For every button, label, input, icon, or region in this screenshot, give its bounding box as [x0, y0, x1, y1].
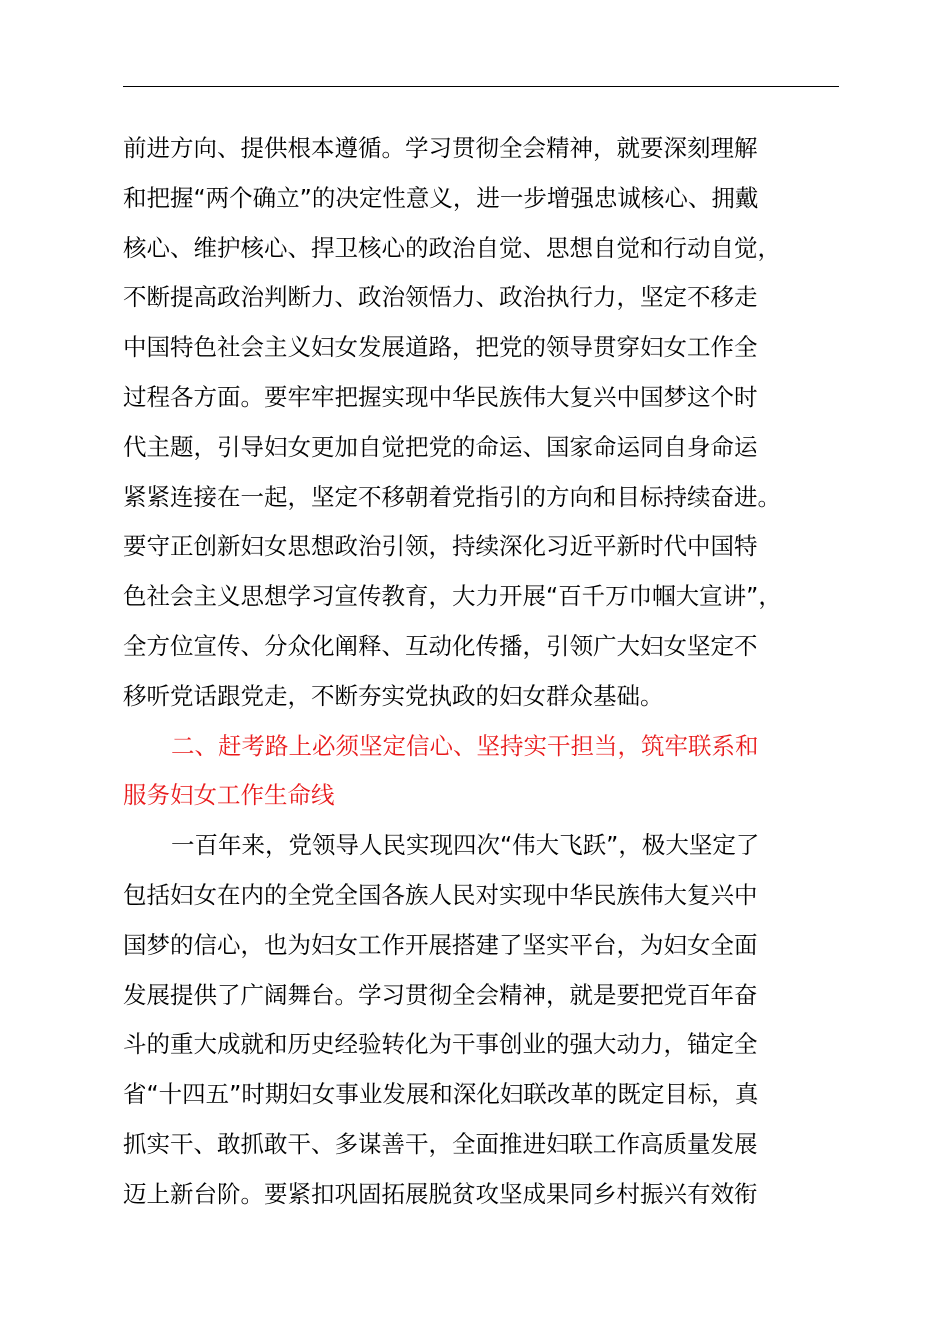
text-line: 不断提高政治判断力、政治领悟力、政治执行力，坚定不移走	[123, 283, 758, 312]
paragraph-continuation	[123, 124, 839, 722]
text-line: 过程各方面。要牢牢把握实现中华民族伟大复兴中国梦这个时	[123, 382, 758, 411]
section-paragraph	[123, 821, 839, 1219]
heading-line: 二、赶考路上必须坚定信心、坚持实干担当，筑牢联系和	[171, 731, 759, 760]
text-line: 和把握“两个确立”的决定性意义，进一步增强忠诚核心、拥戴	[123, 183, 759, 212]
heading-line: 服务妇女工作生命线	[123, 781, 335, 810]
text-line: 紧紧连接在一起，坚定不移朝着党指引的方向和目标持续奋进。	[123, 482, 781, 511]
text-line: 一百年来，党领导人民实现四次“伟大飞跃”，极大坚定了	[171, 831, 760, 860]
text-line: 要守正创新妇女思想政治引领，持续深化习近平新时代中国特	[123, 532, 758, 561]
text-line: 中国特色社会主义妇女发展道路，把党的领导贯穿妇女工作全	[123, 333, 758, 362]
section-heading	[123, 722, 839, 822]
text-line: 色社会主义思想学习宣传教育，大力开展“百千万巾帼大宣讲”，	[123, 582, 782, 611]
text-line: 国梦的信心，也为妇女工作开展搭建了坚实平台，为妇女全面	[123, 930, 758, 959]
header-rule	[123, 86, 839, 87]
text-line: 斗的重大成就和历史经验转化为干事创业的强大动力，锚定全	[123, 1030, 758, 1059]
document-body	[123, 124, 839, 1220]
text-line: 移听党话跟党走，不断夯实党执政的妇女群众基础。	[123, 681, 664, 710]
text-line: 抓实干、敢抓敢干、多谋善干，全面推进妇联工作高质量发展	[123, 1129, 758, 1158]
text-line: 迈上新台阶。要紧扣巩固拓展脱贫攻坚成果同乡村振兴有效衔	[123, 1179, 758, 1208]
text-line: 前进方向、提供根本遵循。学习贯彻全会精神，就要深刻理解	[123, 134, 758, 162]
text-line: 代主题，引导妇女更加自觉把党的命运、国家命运同自身命运	[123, 432, 758, 461]
text-line: 省“十四五”时期妇女事业发展和深化妇联改革的既定目标，真	[123, 1080, 759, 1109]
text-line: 包括妇女在内的全党全国各族人民对实现中华民族伟大复兴中	[123, 880, 758, 909]
text-line: 发展提供了广阔舞台。学习贯彻全会精神，就是要把党百年奋	[123, 980, 758, 1009]
text-line: 核心、维护核心、捍卫核心的政治自觉、思想自觉和行动自觉，	[123, 233, 781, 262]
text-line: 全方位宣传、分众化阐释、互动化传播，引领广大妇女坚定不	[123, 631, 758, 660]
